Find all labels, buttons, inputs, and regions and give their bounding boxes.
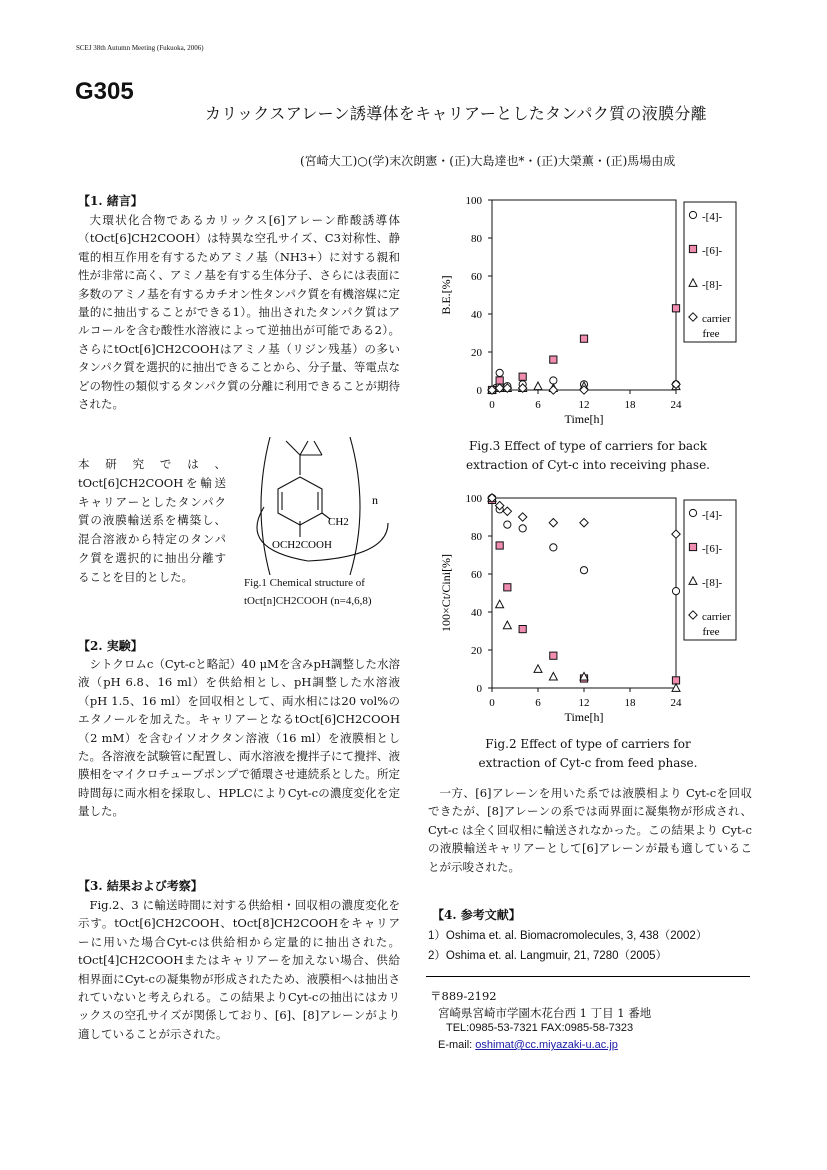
fig3-chart [436, 188, 746, 438]
y-axis-label: B.E.[%] [439, 275, 453, 315]
email-line [438, 1039, 618, 1051]
data-point [519, 373, 526, 380]
postal-code: 〒889-2192 [430, 989, 497, 1003]
conference-header: SCEJ 38th Autumn Meeting (Fukuoka, 2006) [76, 44, 204, 52]
intro-paragraph: 大環状化合物であるカリックス[6]アレーン酢酸誘導体（tOct[6]CH2COOH）は特異な空孔サイズ、C3対称性、静電的相互作用を有するためアミノ基（NH3+）に対する親和性が非常に高く、アミノ基を有する生体分子、さらには表面に多数のアミノ基を有するカチオン性タンパク質を有機溶媒に定量的に抽出することができる1）。抽出されたタンパク質はアルコールを含む酸性水溶液によって逆抽出が可能である2）。さらにtOct[6]CH2COOHはアミノ基（リジン残基）の多いタンパク質を選択的に抽出できることから、分子量、等電点などの物性の類似するタンパク質の分離に利用できることが期待された。 [78, 213, 400, 412]
x-tick-label: 24 [670, 399, 682, 411]
legend-marker [689, 543, 696, 550]
data-point [519, 626, 526, 633]
data-point [549, 672, 557, 680]
fig2-caption: Fig.2 Effect of type of carriers for extraction of Cyt-c from feed phase. [478, 737, 698, 770]
presentation-code: G305 [75, 78, 134, 105]
results-paragraph: Fig.2、3 に輸送時間に対する供給相・回収相の濃度変化を示す。tOct[6]CH2COOH、tOct[8]CH2COOHをキャリアーに用いた場合Cyt-cは供給相から定量的に抽出された。tOct[4]CH2COOHまたはキャリアーを加えない場合、供給相界面にCyt-cの凝集物が形成されたため、液膜相へは抽出されていないと考えられる。この結果よりCyt-cの抽出にはカリックスの空孔サイズが関係しており、[6]、[8]アレーンがより適していることが示された。 [78, 898, 400, 1041]
y-tick-label: 20 [471, 347, 482, 359]
y-tick-label: 20 [471, 645, 482, 657]
data-point [672, 530, 680, 538]
legend-label: -[8]- [702, 577, 723, 589]
x-tick-label: 6 [535, 399, 541, 411]
x-tick-label: 0 [489, 697, 495, 709]
y-tick-label: 100 [465, 195, 482, 207]
data-point [504, 521, 511, 528]
data-point [503, 621, 511, 629]
data-point [519, 525, 526, 532]
y-tick-label: 60 [471, 271, 482, 283]
section-heading-references: 【4. 参考文献】 [432, 908, 521, 922]
data-point [580, 567, 587, 574]
y-tick-label: 80 [471, 531, 482, 543]
y-tick-label: 60 [471, 569, 482, 581]
reference-1: 1）Oshima et. al. Biomacromolecules, 3, 438（2002） [428, 930, 708, 942]
data-point [550, 652, 557, 659]
x-tick-label: 12 [578, 697, 590, 709]
x-tick-label: 12 [578, 399, 590, 411]
tert-octyl-group [286, 441, 322, 475]
y-tick-label: 0 [476, 683, 482, 695]
fig1-caption [244, 574, 372, 610]
y-tick-label: 100 [465, 493, 482, 505]
x-tick-label: 0 [489, 399, 495, 411]
data-point [496, 542, 503, 549]
section-heading-introduction: 【1. 緒言】 [78, 194, 143, 208]
data-point [518, 513, 526, 521]
legend-label: -[4]- [702, 509, 723, 521]
email-link[interactable]: oshimat@cc.miyazaki-u.ac.jp [475, 1039, 618, 1051]
data-point [580, 335, 587, 342]
data-points [488, 305, 680, 395]
fig1-caption-line2: tOct[n]CH2COOH (n=4,6,8) [244, 595, 372, 607]
x-tick-label: 6 [535, 697, 541, 709]
legend-label: -[4]- [702, 211, 723, 223]
results-paragraph-2: 一方、[6]アレーンを用いた系では液膜相より Cyt-cを回収できたが、[8]アレーンの系では両界面に凝集物が形成され、Cyt-c は全く回収相に輸送されなかった。この結果より Cyt-c の液膜輸送キャリアーとして[6]アレーンが最も適していることが示唆された。 [428, 786, 752, 874]
section-heading-results: 【3. 結果および考察】 [78, 879, 203, 893]
data-point [503, 507, 511, 515]
ch2-label: CH2 [328, 516, 349, 528]
author-list: (宮崎大工)○(学)末次朗憲・(正)大島達也*・(正)大榮薫・(正)馬場由成 [300, 154, 676, 168]
x-axis-label: Time[h] [564, 710, 604, 724]
y-tick-label: 40 [471, 309, 482, 321]
x-tick-label: 18 [624, 399, 636, 411]
legend-label: free [702, 328, 720, 340]
data-points [488, 494, 680, 692]
legend-label: -[8]- [702, 279, 723, 291]
legend-label: -[6]- [702, 543, 723, 555]
x-tick-label: 18 [624, 697, 636, 709]
chemical-structure-figure [238, 437, 398, 577]
tel-fax: TEL:0985-53-7321 FAX:0985-58-7323 [446, 1022, 634, 1034]
y-tick-label: 0 [476, 385, 482, 397]
data-point [534, 665, 542, 673]
data-point [580, 519, 588, 527]
data-point [550, 544, 557, 551]
ring-link [257, 507, 388, 561]
data-point [496, 369, 503, 376]
x-axis-label: Time[h] [564, 412, 604, 426]
data-point [550, 356, 557, 363]
y-axis-label: 100×Ct/Cini[%] [439, 553, 453, 633]
reference-2: 2）Oshima et. al. Langmuir, 21, 7280（2005） [428, 950, 668, 962]
data-point [672, 588, 679, 595]
och2cooh-label: OCH2COOH [272, 539, 332, 551]
fig1-caption-line1: Fig.1 Chemical structure of [244, 577, 365, 589]
legend-label: free [702, 626, 720, 638]
paper-title: カリックスアレーン誘導体をキャリアーとしたタンパク質の液膜分離 [205, 104, 707, 123]
experiment-paragraph: シトクロムc（Cyt-cと略記）40 μMを含みpH調整した水溶液（pH 6.8、16 ml）を供給相とし、pH調整した水溶液（pH 1.5、16 ml）を回収相として、両水相には20 vol%のエタノールを加えた。キャリアーとなるtOct[6]CH2COOH（2 mM）を含むイソオクタン溶液（16 ml）を液膜相とした。各溶液を試験管に配置し、両水溶液を攪拌子にて攪拌、液膜相をマイクロチューブポンプで循環させ連続系とした。所定時間毎に両水相を採取し、HPLCによりCyt-cの濃度変化を定量した。 [78, 657, 400, 819]
benzene-ring [278, 477, 322, 525]
legend-marker [689, 211, 696, 218]
legend-label: carrier [702, 313, 731, 325]
contact-divider [426, 976, 750, 977]
legend-marker [689, 509, 696, 516]
plot-frame [492, 200, 676, 390]
fig2-chart [436, 486, 746, 736]
legend-label: -[6]- [702, 245, 723, 257]
data-point [672, 305, 679, 312]
x-tick-label: 24 [670, 697, 682, 709]
y-tick-label: 80 [471, 233, 482, 245]
y-tick-label: 40 [471, 607, 482, 619]
data-point [496, 600, 504, 608]
section-heading-experiment: 【2. 実験】 [78, 639, 143, 653]
fig3-caption: Fig.3 Effect of type of carriers for back extraction of Cyt-c into receiving phase. [466, 439, 710, 472]
data-point [549, 386, 557, 394]
email-label: E-mail: [438, 1039, 476, 1051]
objective-paragraph: 本研究では、tOct[6]CH2COOHを輸送キャリアーとしたタンパク質の液膜輸送系を構築し、混合溶液から特定のタンパク質を選択的に抽出分離することを目的とした。 [78, 457, 226, 584]
repeat-n-label: n [372, 493, 378, 507]
legend-label: carrier [702, 611, 731, 623]
address: 宮崎県宮崎市学園木花台西 1 丁目 1 番地 [438, 1006, 652, 1020]
data-point [549, 519, 557, 527]
legend-marker [689, 245, 696, 252]
data-point [504, 584, 511, 591]
left-bracket [261, 437, 270, 575]
data-point [534, 382, 542, 390]
